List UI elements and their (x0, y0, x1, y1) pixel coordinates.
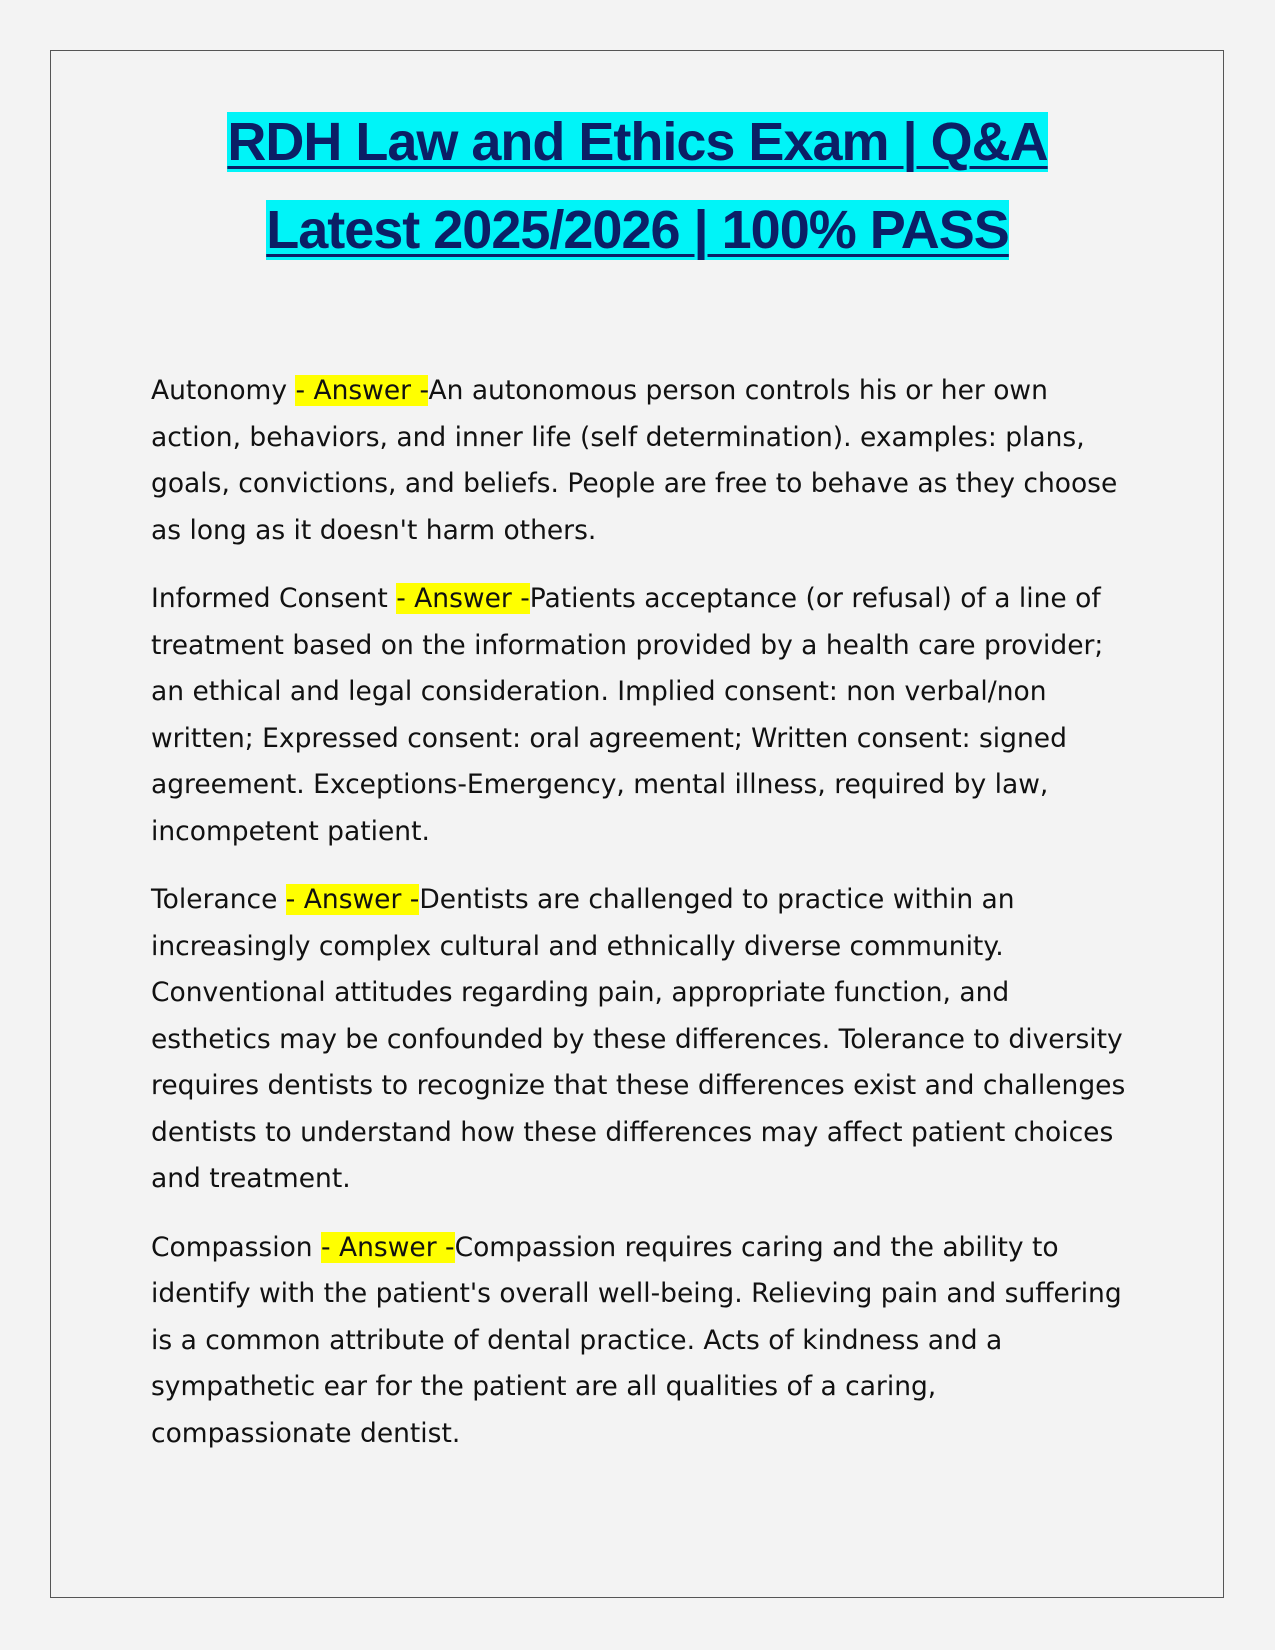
qa-entry-autonomy (151, 368, 1136, 554)
qa-list (151, 368, 1136, 1479)
qa-entry-tolerance (151, 877, 1136, 1203)
qa-term: Tolerance (151, 884, 286, 915)
qa-entry-informed-consent (151, 576, 1136, 855)
qa-definition: Patients acceptance (or refusal) of a line of treatment based on the information provided by a health care provider; an ethical and legal consideration. Implied consent: non verbal/non written; Expressed consent: oral agreement; Written consent: signed agreement. Exceptions-Emergency, mental illness, required by law, incompetent patient. (151, 583, 1104, 847)
qa-term: Autonomy (151, 375, 296, 406)
answer-marker: - Answer - (285, 884, 420, 915)
title-line-1: RDH Law and Ethics Exam | Q&A (227, 112, 1048, 172)
answer-marker: - Answer - (396, 583, 530, 614)
answer-marker: - Answer - (321, 1231, 455, 1263)
title-line-2: Latest 2025/2026 | 100% PASS (266, 200, 1009, 260)
qa-entry-compassion (151, 1225, 1136, 1458)
qa-term: Informed Consent (151, 583, 397, 614)
answer-marker: - Answer - (295, 375, 429, 406)
qa-definition: Dentists are challenged to practice within an increasingly complex cultural and ethnically diverse community. Conventional attitudes regarding pain, appropriate function, and esthetics may be confounded by these differences. Tolerance to diversity requires dentists to recognize that these differences exist and challenges dentists to understand how these differences may affect patient choices and treatment. (151, 884, 1126, 1194)
qa-term: Compassion (151, 1231, 321, 1263)
document-title (0, 98, 1275, 274)
qa-definition: An autonomous person controls his or her own action, behaviors, and inner life (self determination). examples: plans, goals, convictions, and beliefs. People are free to behave as they choose as long as it doesn't harm others. (151, 375, 1118, 546)
qa-definition: Compassion requires caring and the ability to identify with the patient's overall well-being. Relieving pain and suffering is a common attribute of dental practice. Acts of kindness and a sympathetic ear for the patient are all qualities of a caring, compassionate dentist. (151, 1231, 1122, 1449)
